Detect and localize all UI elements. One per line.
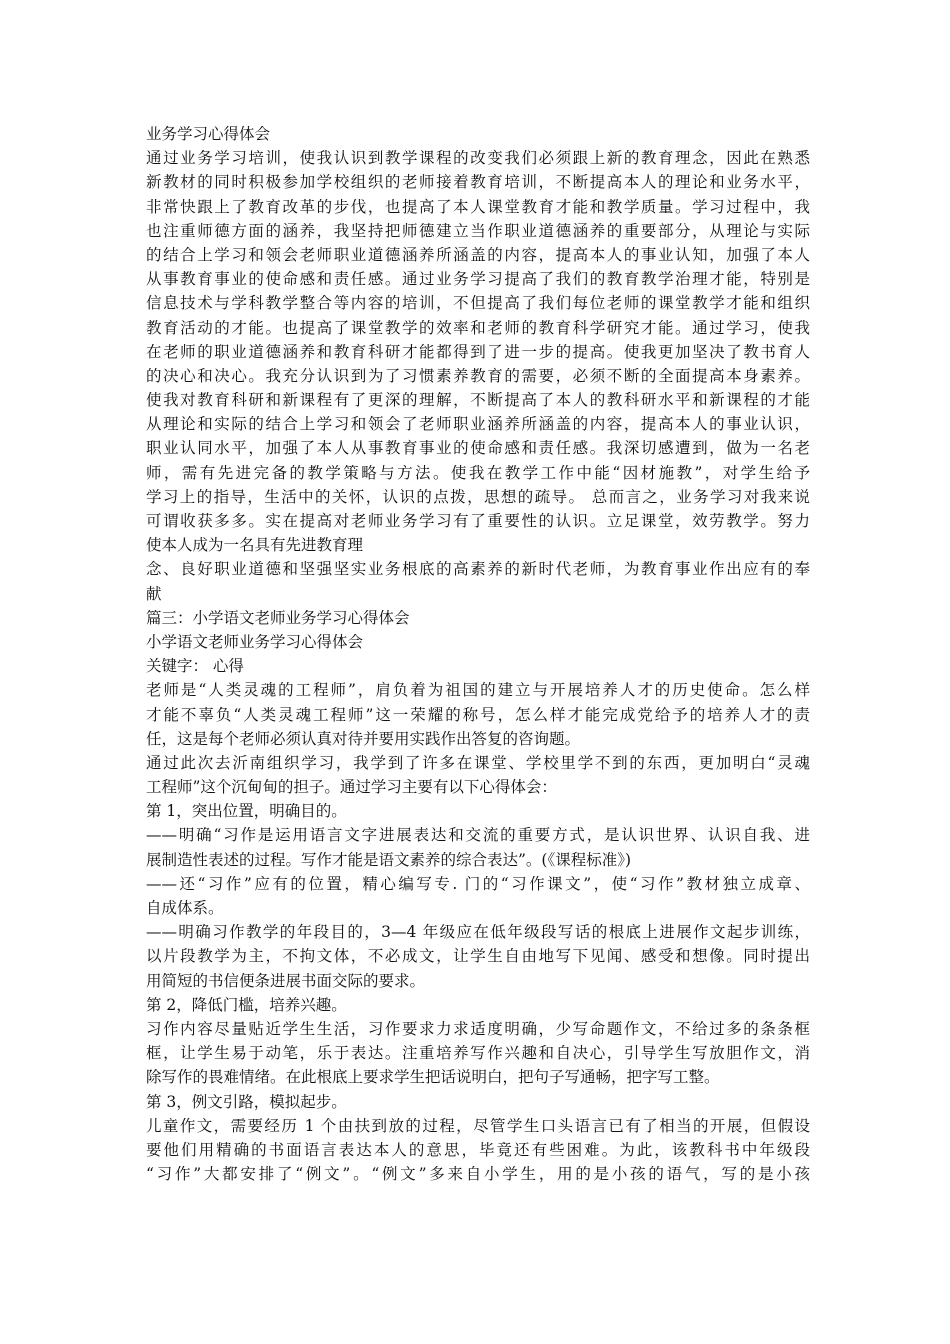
- text-line: 习作内容尽量贴近学生生活，习作要求力求适度明确，少写命题作文，不给过多的条条框: [146, 1019, 810, 1038]
- text-line: 要他们用精确的书面语言表达本人的意思，毕竟还有些困难。为此，该教科书中年级段: [146, 1140, 810, 1159]
- text-line: 非常快跟上了教育改革的步伐，也提高了本人课堂教育才能和教学质量。学习过程中，我: [146, 197, 810, 216]
- text-line: 在老师的职业道德涵养和教育科研才能都得到了进一步的提高。使我更加坚决了教书育人: [146, 342, 810, 361]
- text-line: 使我对教育科研和新课程有了更深的理解，不断提高了本人的教科研水平和新课程的才能: [146, 391, 810, 410]
- text-line: “习作”大都安排了“例文”。“例文”多来自小学生，用的是小孩的语气，写的是小孩: [146, 1165, 810, 1184]
- text-line: 通过业务学习培训，使我认识到教学课程的改变我们必须跟上新的教育理念，因此在熟悉: [146, 149, 810, 168]
- text-line: 念、良好职业道德和坚强坚实业务根底的高素养的新时代老师，为教育事业作出应有的奉: [146, 560, 810, 579]
- text-line: 用简短的书信便条进展书面交际的要求。: [146, 971, 426, 990]
- text-line: 篇三：小学语文老师业务学习心得体会: [146, 608, 410, 627]
- text-line: 第 3，例文引路，模拟起步。: [146, 1092, 347, 1111]
- text-line: ——明确习作教学的年段目的，3—4 年级应在低年级段写话的根底上进展作文起步训练，: [146, 923, 810, 942]
- text-line: 从事教育事业的使命感和责任感。通过业务学习提高了我们的教育教学治理才能，特别是: [146, 270, 810, 289]
- text-line: 老师是“人类灵魂的工程师”，肩负着为祖国的建立与开展培养人才的历史使命。怎么样: [146, 681, 810, 700]
- text-line: 从理论和实际的结合上学习和领会了老师职业涵养所涵盖的内容，提高本人的事业认识，: [146, 415, 810, 434]
- text-line: 第 1，突出位置，明确目的。: [146, 802, 347, 821]
- text-line: 以片段教学为主，不拘文体，不必成文，让学生自由地写下见闻、感受和想像。同时提出: [146, 947, 810, 966]
- text-line: 教育活动的才能。也提高了课堂教学的效率和老师的教育科学研究才能。通过学习，使我: [146, 318, 810, 337]
- text-line: 展制造性表述的过程。写作才能是语文素养的综合表达”。(《课程标准》): [146, 850, 632, 869]
- text-line: 才能不辜负“人类灵魂工程师”这一荣耀的称号，怎么样才能完成党给予的培养人才的责: [146, 705, 810, 724]
- text-line: 的决心和决心。我充分认识到为了习惯素养教育的需要，必须不断的全面提高本身素养。: [146, 366, 810, 385]
- text-line: 献: [146, 584, 162, 603]
- text-line: 使本人成为一名具有先进教育理: [146, 536, 364, 555]
- text-line: 的结合上学习和领会老师职业道德涵养所涵盖的内容，提高本人的事业认知，加强了本人: [146, 245, 810, 264]
- text-line: 除写作的畏难情绪。在此根底上要求学生把话说明白，把句子写通畅，把字写工整。: [146, 1068, 720, 1087]
- text-line: 工程师”这个沉甸甸的担子。通过学习主要有以下心得体会：: [146, 778, 557, 797]
- text-line: 业务学习心得体会: [146, 125, 271, 143]
- text-line: 通过此次去沂南组织学习，我学到了许多在课堂、学校里学不到的东西，更加明白“灵魂: [146, 753, 810, 772]
- text-line: 也注重师德方面的涵养，我坚持把师德建立当作职业道德涵养的重要部分，从理论与实际: [146, 221, 810, 240]
- text-line: 儿童作文，需要经历 1 个由扶到放的过程，尽管学生口头语言已有了相当的开展，但假设: [146, 1116, 810, 1135]
- text-line: ——明确“习作是运用语言文字进展表达和交流的重要方式，是认识世界、认识自我、进: [146, 826, 810, 845]
- text-line: 自成体系。: [146, 899, 224, 917]
- text-line: 小学语文老师业务学习心得体会: [146, 632, 364, 651]
- text-line: 可谓收获多多。实在提高对老师业务学习有了重要性的认识。立足课堂，效劳教学。努力: [146, 512, 810, 530]
- text-line: 新教材的同时积极参加学校组织的老师接着教育培训，不断提高本人的理论和业务水平，: [146, 173, 810, 192]
- text-line: 学习上的指导，生活中的关怀，认识的点拨，思想的疏导。 总而言之，业务学习对我来说: [146, 487, 810, 506]
- text-line: 信息技术与学科教学整合等内容的培训，不但提高了我们每位老师的课堂教学才能和组织: [146, 294, 810, 313]
- text-line: 职业认同水平，加强了本人从事教育事业的使命感和责任感。我深切感遭到，做为一名老: [146, 439, 810, 458]
- text-line: ——还“习作”应有的位置，精心编写专. 门的“习作课文”，使“习作”教材独立成章、: [146, 874, 810, 893]
- text-line: 关键字： 心得: [146, 657, 244, 676]
- text-line: 第 2，降低门槛，培养兴趣。: [146, 995, 347, 1014]
- text-line: 任，这是每个老师必须认真对待并要用实践作出答复的咨询题。: [146, 729, 581, 748]
- text-line: 框，让学生易于动笔，乐于表达。注重培养写作兴趣和自决心，引导学生写放胆作文，消: [146, 1044, 810, 1063]
- document-body: [146, 122, 810, 1186]
- text-line: 师，需有先进完备的教学策略与方法。使我在教学工作中能“因材施教”，对学生给予: [146, 463, 810, 482]
